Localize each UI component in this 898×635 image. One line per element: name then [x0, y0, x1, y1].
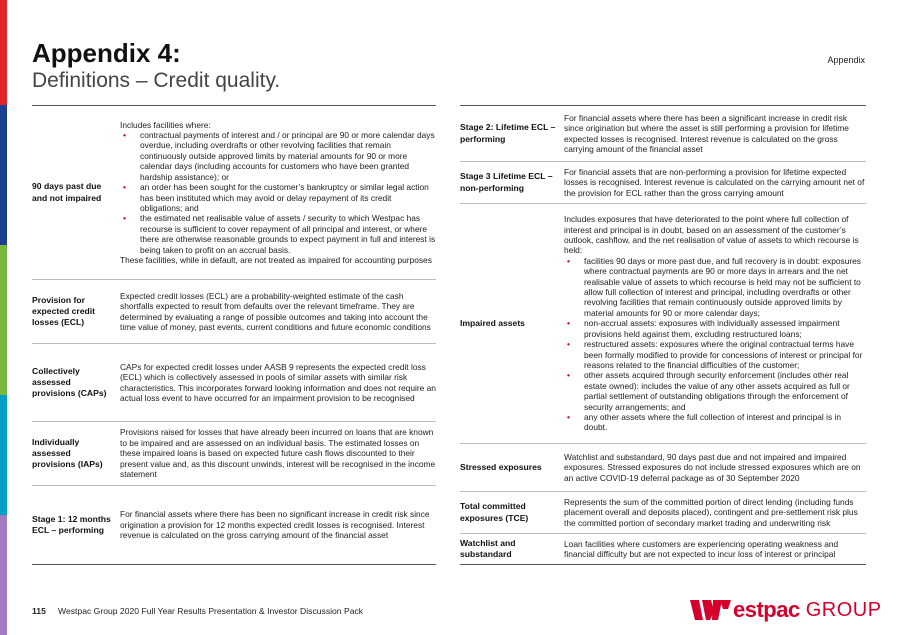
definition-bullets [120, 130, 436, 255]
definition-row [460, 161, 866, 203]
definition-term: Watchlist and substandard [460, 537, 516, 559]
definition-row [460, 203, 866, 443]
definition-term: Stage 2: Lifetime ECL – performing [460, 122, 556, 144]
definition-row [32, 485, 436, 565]
definition-row [32, 421, 436, 485]
definition-text: For financial assets where there has been no significant increase in credit risk since origination a provision for 12 months expected credit losses is recognised. Interest revenue is calculated on the gross carrying amount of the financial asset [120, 509, 430, 541]
definition-intro: Includes exposures that have deteriorated to the point where full collection of interest and principal is in doubt, based on an assessment of the customer’s outlook, cashflow, and the net realisation of value of assets to which recourse is held: [564, 214, 859, 256]
definition-row [460, 443, 866, 491]
footer-text: Westpac Group 2020 Full Year Results Presentation & Investor Discussion Pack [58, 606, 364, 616]
stripe-purple [0, 515, 7, 635]
stripe-green [0, 245, 7, 395]
definition-text: Provisions raised for losses that have already been incurred on loans that are known to be impaired and are assessed on an individual basis. The estimated losses on these impaired loans is based on expected future cash flows discounted to their present value and, as this discount unwinds, interest will be recognised in the income statement [120, 427, 436, 480]
bullet-item: • any other assets where the full collection of interest and principal is in doubt. [564, 412, 866, 433]
bullet-item: • an order has been sought for the customer’s bankruptcy or similar legal action has been instituted which may avoid or delay repayment of its credit obligations; and [120, 182, 436, 213]
bullet-item: • non-accrual assets: exposures with individually assessed impairment provisions held against them, excluding restructured loans; [564, 318, 866, 339]
definition-term: Individually assessed provisions (IAPs) [32, 436, 103, 470]
definition-text: CAPs for expected credit losses under AASB 9 represents the expected credit loss (ECL) which is collectively assessed in pools of similar assets with similar risk characteristics. This incorporates forward looking information and does not require an actual loss event to have occurred for an impairment provision to be recognised [120, 361, 436, 403]
definition-bullets [564, 256, 866, 433]
definition-term: Collectively assessed provisions (CAPs) [32, 365, 107, 399]
definition-term: Stage 3 Lifetime ECL – non-performing [460, 171, 553, 193]
brand-color-stripe [0, 0, 7, 635]
stripe-red [0, 0, 7, 105]
definition-intro: Includes facilities where: [120, 119, 211, 130]
definition-row [460, 491, 866, 533]
definition-term: Total committed exposures (TCE) [460, 501, 529, 523]
stripe-cyan [0, 395, 7, 515]
definition-row [32, 105, 436, 279]
definition-text: For financial assets where there has been a significant increase in credit risk since origination but where the asset is still performing a provision for lifetime expected losses is recognised. Interest revenue is calculated on the gross carrying amount of the financial asset [564, 112, 849, 154]
stripe-blue [0, 105, 7, 245]
definition-term: Provision for expected credit losses (ECL) [32, 294, 96, 328]
definition-text: Loan facilities where customers are experiencing operating weakness and financial difficulty but are not expected to incur loss of interest or principal [564, 538, 839, 559]
definition-row [460, 533, 866, 565]
section-tag: Appendix [827, 55, 865, 65]
definitions-right-column [460, 105, 866, 565]
page-subtitle: Definitions – Credit quality. [32, 69, 281, 92]
definition-text [120, 120, 436, 266]
definition-text: For financial assets that are non-performing a provision for lifetime expected losses is recognised. Interest revenue is calculated on the carrying amount net of the provision for ECL rather than the gross carrying amount [564, 166, 865, 198]
definition-text: Watchlist and substandard, 90 days past due and not impaired and impaired exposures. Stressed exposures do not include stressed exposures which are on an active COVID-19 deferral package as of 30 September 2020 [564, 451, 861, 483]
definition-row [32, 279, 436, 343]
bullet-item: • restructured assets: exposures where the original contractual terms have been formally modified to provide for concessions of interest or principal for reasons related to the financial difficulties of the customer; [564, 339, 866, 370]
bullet-item: • other assets acquired through security enforcement (includes other real estate owned): includes the value of any other assets acquired as full or partial settlement of outstanding obligations through the enforcement of security arrangements; and [564, 370, 866, 412]
definition-row [460, 105, 866, 161]
definition-text [564, 214, 866, 433]
definition-term: Impaired assets [460, 317, 525, 328]
definition-term: Stressed exposures [460, 461, 542, 472]
bullet-item: • the estimated net realisable value of assets / security to which Westpac has recourse is sufficient to cover repayment of all principal and interest, or where there are otherwise reasonable grounds to expect payment in full and interest is being taken to profit on an accrual basis. [120, 213, 436, 255]
definition-term: Stage 1: 12 months ECL – performing [32, 513, 111, 535]
definition-term: 90 days past due and not impaired [32, 181, 102, 203]
logo-group-label: GROUP [805, 599, 882, 621]
page-number: 115 [32, 606, 46, 616]
logo-wordmark: estpac [733, 597, 800, 622]
westpac-w-logo-icon [690, 598, 732, 622]
definition-text: Represents the sum of the committed portion of direct lending (including funds placement overall and deposits placed), contingent and pre-settlement risk plus the committed portion of secondary market trading and underwriting risk [564, 496, 858, 528]
definitions-left-column [32, 105, 436, 565]
page-title: Appendix 4: [32, 38, 181, 68]
definition-outro: These facilities, while in default, are not treated as impaired for accounting purposes [120, 254, 432, 265]
bullet-item: • contractual payments of interest and / or principal are 90 or more calendar days overdue, including overdrafts or other revolving facilities that remain continuously outside approved limits by material amounts for 90 or more calendar days (including accounts for customers who have been granted hardship assistance); or [120, 130, 436, 182]
westpac-group-logo [690, 598, 882, 622]
bullet-item: • facilities 90 days or more past due, and full recovery is in doubt: exposures where contractual payments are 90 or more days in arrears and the net realisable value of assets to which recourse is held may not be sufficient to allow full collection of interest and principal, including overdrafts or other revolving facilities that remain continuously outside approved limits by material amounts for 90 or more calendar days; [564, 256, 866, 318]
definition-row [32, 343, 436, 421]
definition-text: Expected credit losses (ECL) are a probability-weighted estimate of the cash shortfalls expected to result from defaults over the relevant timeframe. They are determined by evaluating a range of possible outcomes and taking into account the time value of money, past events, current conditions and future economic conditions [120, 290, 431, 332]
